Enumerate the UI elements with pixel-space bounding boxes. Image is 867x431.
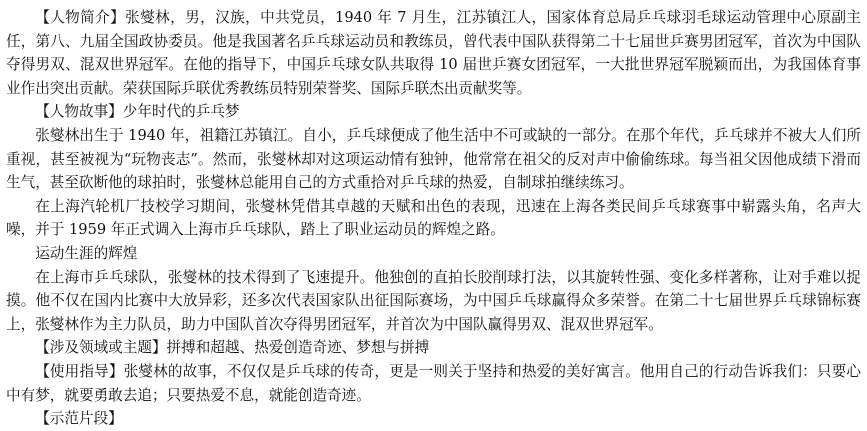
usage-label: 【使用指导】 [35,362,124,380]
story-paragraph-1: 张燮林出生于 1940 年，祖籍江苏镇江。自小，乒乓球便成了他生活中不可或缺的一部分。在那个年代，乒乓球并不被大人们所重视，甚至被视为“玩物丧志”。然而，张燮林却对这项运动情有独钟，他常常在祖父的反对声中偷偷练球。每当祖父因他成绩下滑而生气，甚至砍断他的球拍时，张燮林总能用自己的方式重拾对乒乓球的热爱，自制球拍继续练习。 [6,126,861,192]
bio-text: 张燮林，男，汉族，中共党员，1940 年 7 月生，江苏镇江人，国家体育总局乒乓球羽毛球运动管理中心原副主任，第八、九届全国政协委员。他是我国著名乒乓球运动员和教练员，曾代表中国队获得第二十七届世乒赛男团冠军，首次为中国队夺得男双、混双世界冠军。在他的指导下，中国乒乓球女队共取得 10 届世乒赛女团冠军，一大批世界冠军脱颖而出，为我国体育事业作出突出贡献。荣获国际乒联优秀教练员特别荣誉奖、国际乒联杰出贡献奖等。 [6,9,861,97]
bio-label: 【人物简介】 [35,9,126,26]
topic-label: 【涉及领域或主题】 [35,339,167,357]
usage-text: 张燮林的故事，不仅仅是乒乓球的传奇，更是一则关于坚持和热爱的美好寓言。他用自己的行动告诉我们：只要心中有梦，就要勇敢去追；只要热爱不息，就能创造奇迹。 [6,362,861,404]
story-label: 【人物故事】 [35,103,123,121]
story-heading [6,100,861,124]
topic-paragraph [6,336,861,360]
topic-text: 拼搏和超越、热爱创造奇迹、梦想与拼搏 [166,339,430,357]
cutoff-line: 【示范片段】 [35,410,123,428]
career-paragraph: 在上海市乒乓球队，张燮林的技术得到了飞速提升。他独创的直拍长胶削球打法，以其旋转性强、变化多样著称，让对手难以捉摸。他不仅在国内比赛中大放异彩，还多次代表国家队出征国际赛场，为中国乒乓球赢得众多荣誉。在第二十七届世界乒乓球锦标赛上，张燮林作为主力队员，助力中国队首次夺得男团冠军，并首次为中国队赢得男双、混双世界冠军。 [6,268,861,333]
story-paragraph-2: 在上海汽轮机厂技校学习期间，张燮林凭借其卓越的天赋和出色的表现，迅速在上海各类民间乒乓球赛事中崭露头角，名声大噪，并于 1959 年正式调入上海市乒乓球队，踏上了职业运动员的辉煌之路。 [6,197,861,239]
usage-paragraph [6,360,861,407]
career-section-title: 运动生涯的辉煌 [35,244,138,262]
story-subtitle: 少年时代的乒乓梦 [122,103,240,121]
bio-paragraph [6,6,861,100]
